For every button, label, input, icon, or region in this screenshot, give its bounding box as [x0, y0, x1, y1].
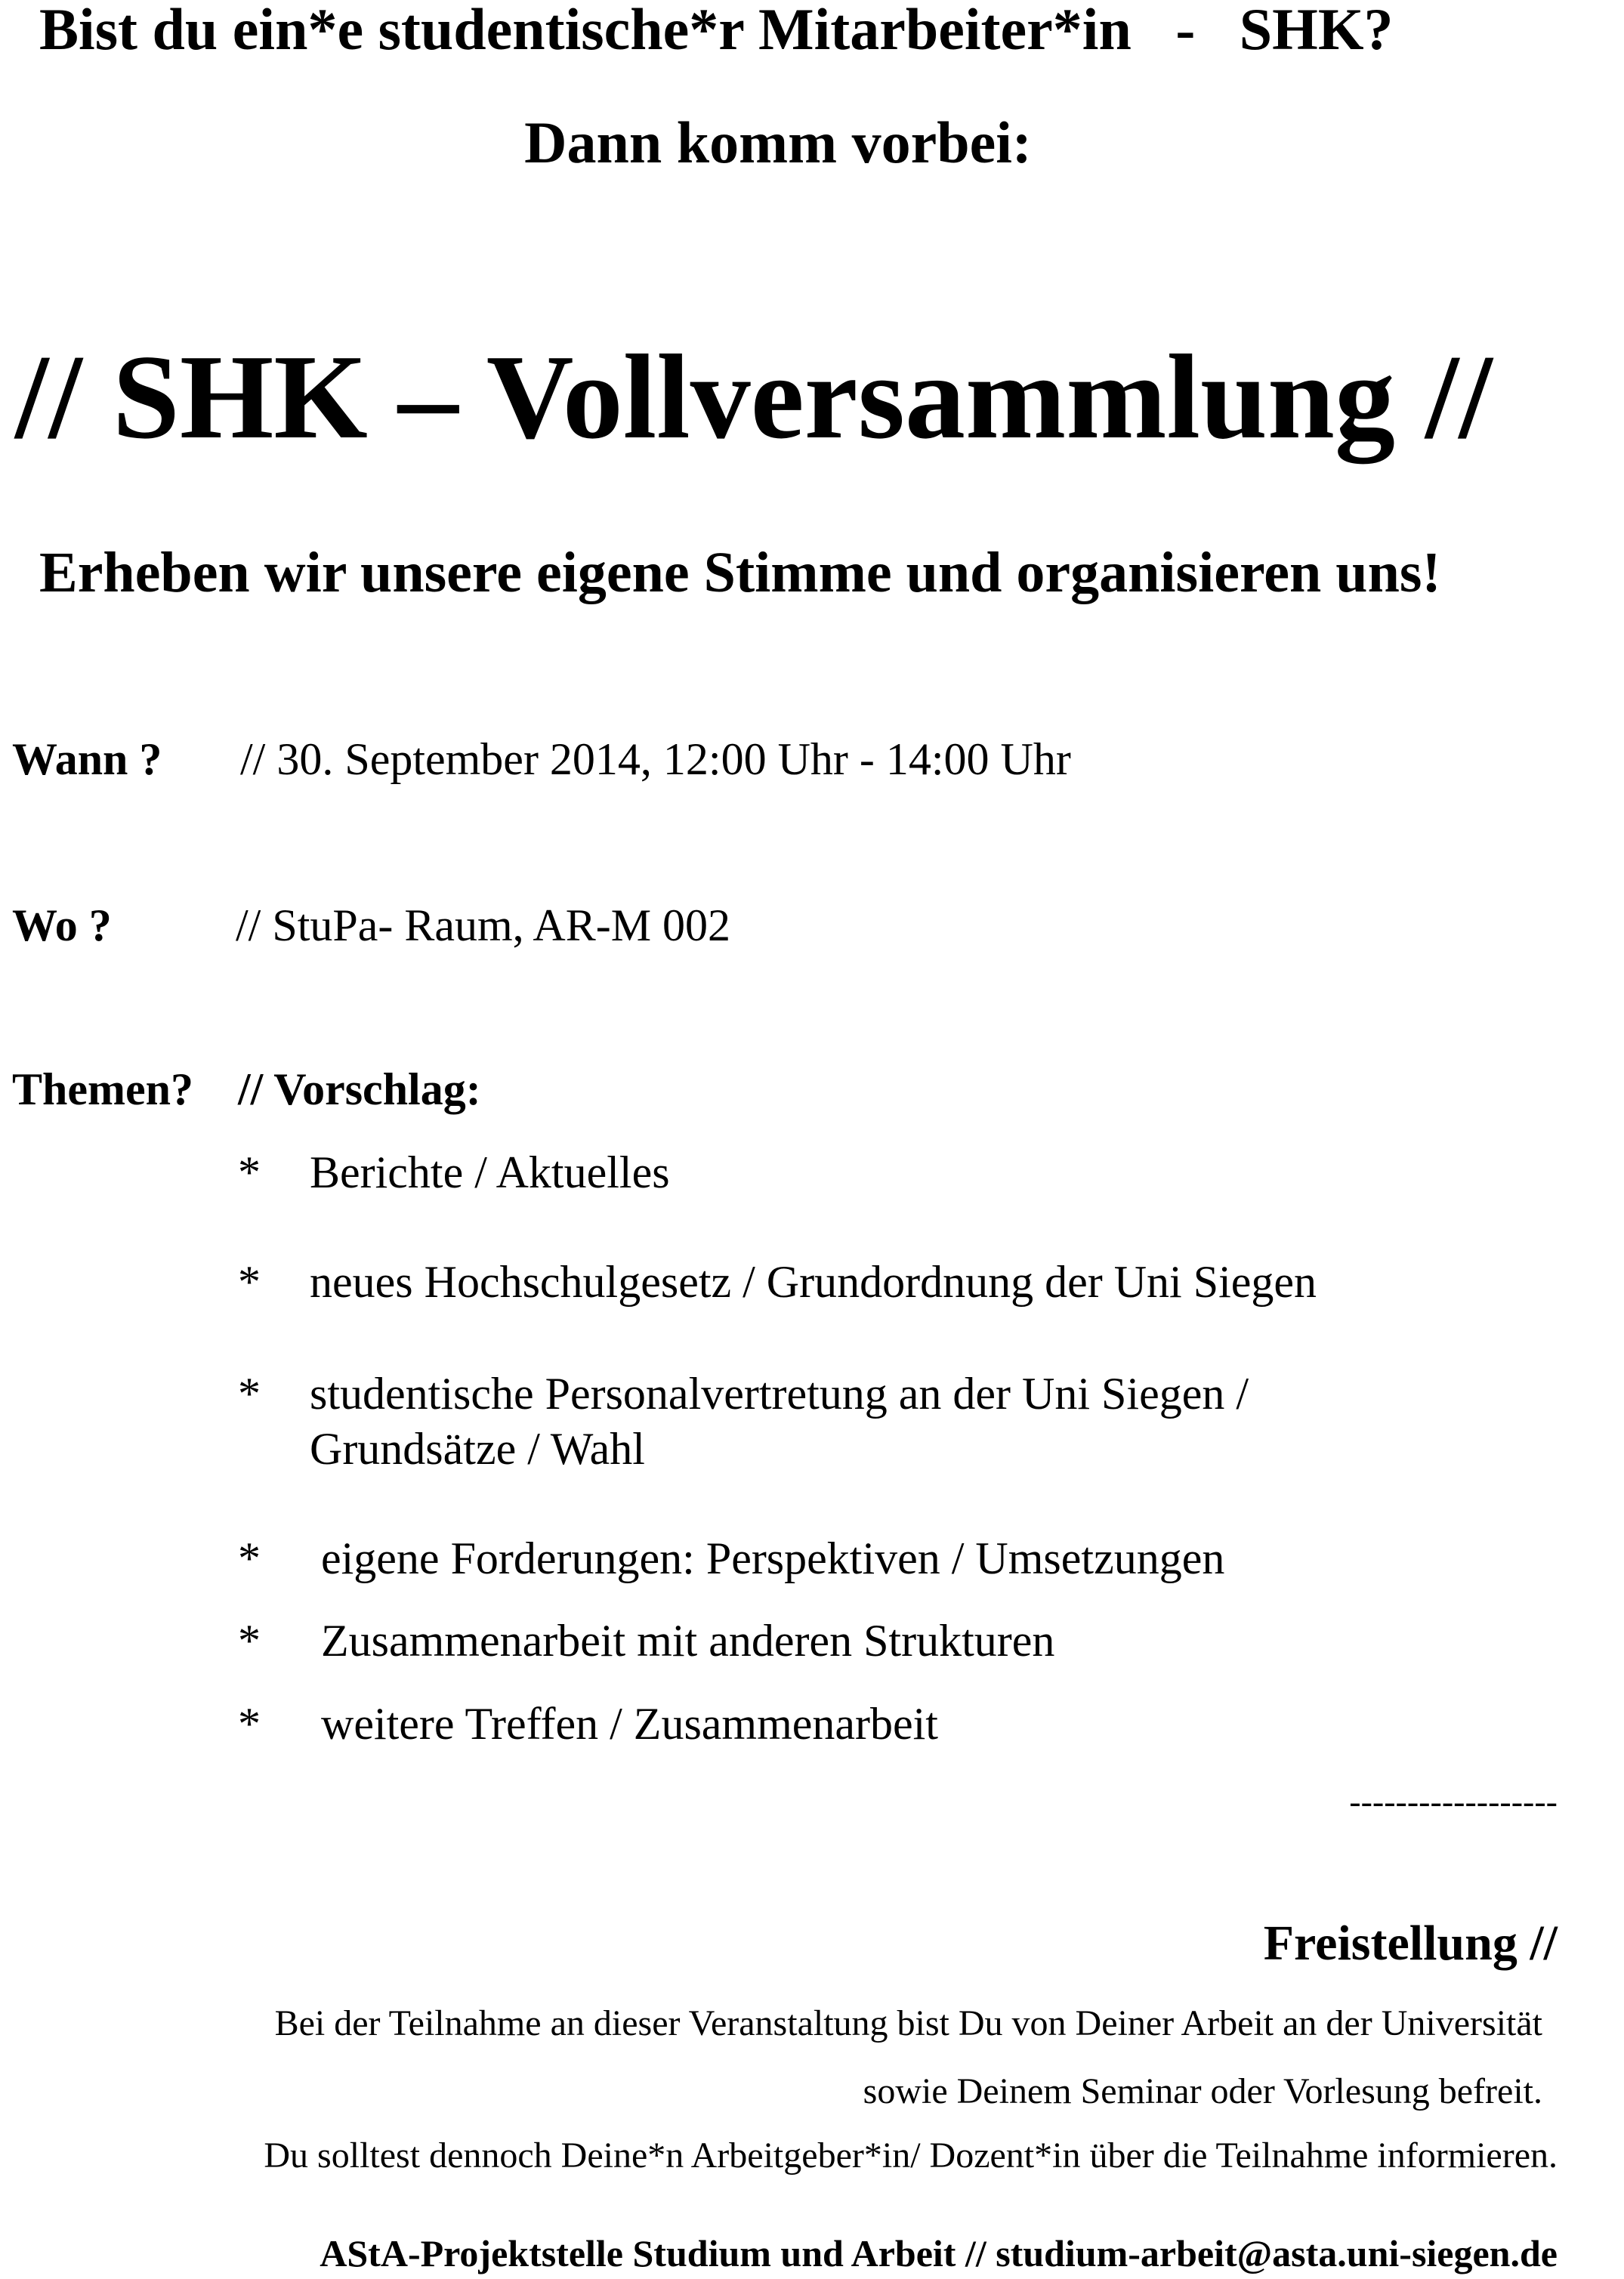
topic-item: Berichte / Aktuelles: [310, 1147, 670, 1197]
topic-item-continuation: Grundsätze / Wahl: [310, 1424, 645, 1474]
topic-item: weitere Treffen / Zusammenarbeit: [321, 1699, 938, 1749]
where-label: Wo ?: [12, 900, 112, 950]
slogan: Erheben wir unsere eigene Stimme und organisieren uns!: [39, 541, 1441, 604]
topic-bullet: *: [238, 1369, 261, 1419]
header-question: Bist du ein*e studentische*r Mitarbeiter*in - SHK?: [39, 0, 1394, 62]
header-invitation: Dann komm vorbei:: [524, 110, 1032, 175]
when-label: Wann ?: [12, 734, 162, 784]
topic-item: eigene Forderungen: Perspektiven / Umsetzungen: [321, 1533, 1225, 1583]
topic-bullet: *: [238, 1699, 261, 1749]
release-text: Du solltest dennoch Deine*n Arbeitgeber*in/ Dozent*in über die Teilnahme informieren.: [264, 2135, 1558, 2176]
topics-heading: // Vorschlag:: [238, 1064, 481, 1114]
divider: ------------------: [1349, 1782, 1558, 1820]
page-title: // SHK – Vollversammlung //: [15, 329, 1493, 464]
topic-bullet: *: [238, 1533, 261, 1583]
topic-item: Zusammenarbeit mit anderen Strukturen: [321, 1616, 1055, 1666]
footer-contact: AStA-Projektstelle Studium und Arbeit // studium-arbeit@asta.uni-siegen.de: [320, 2232, 1558, 2274]
topic-item: neues Hochschulgesetz / Grundordnung der Uni Siegen: [310, 1257, 1317, 1307]
release-text: sowie Deinem Seminar oder Vorlesung befreit.: [863, 2071, 1542, 2111]
topic-bullet: *: [238, 1257, 261, 1307]
topics-label: Themen?: [12, 1064, 193, 1114]
where-value: // StuPa- Raum, AR-M 002: [236, 900, 731, 950]
topic-bullet: *: [238, 1147, 261, 1197]
topic-item: studentische Personalvertretung an der Uni Siegen /: [310, 1369, 1249, 1419]
topic-bullet: *: [238, 1616, 261, 1666]
when-value: // 30. September 2014, 12:00 Uhr - 14:00 Uhr: [240, 734, 1071, 784]
release-text: Bei der Teilnahme an dieser Veranstaltung bist Du von Deiner Arbeit an der Universität: [274, 2003, 1542, 2043]
release-heading: Freistellung //: [1263, 1916, 1558, 1971]
